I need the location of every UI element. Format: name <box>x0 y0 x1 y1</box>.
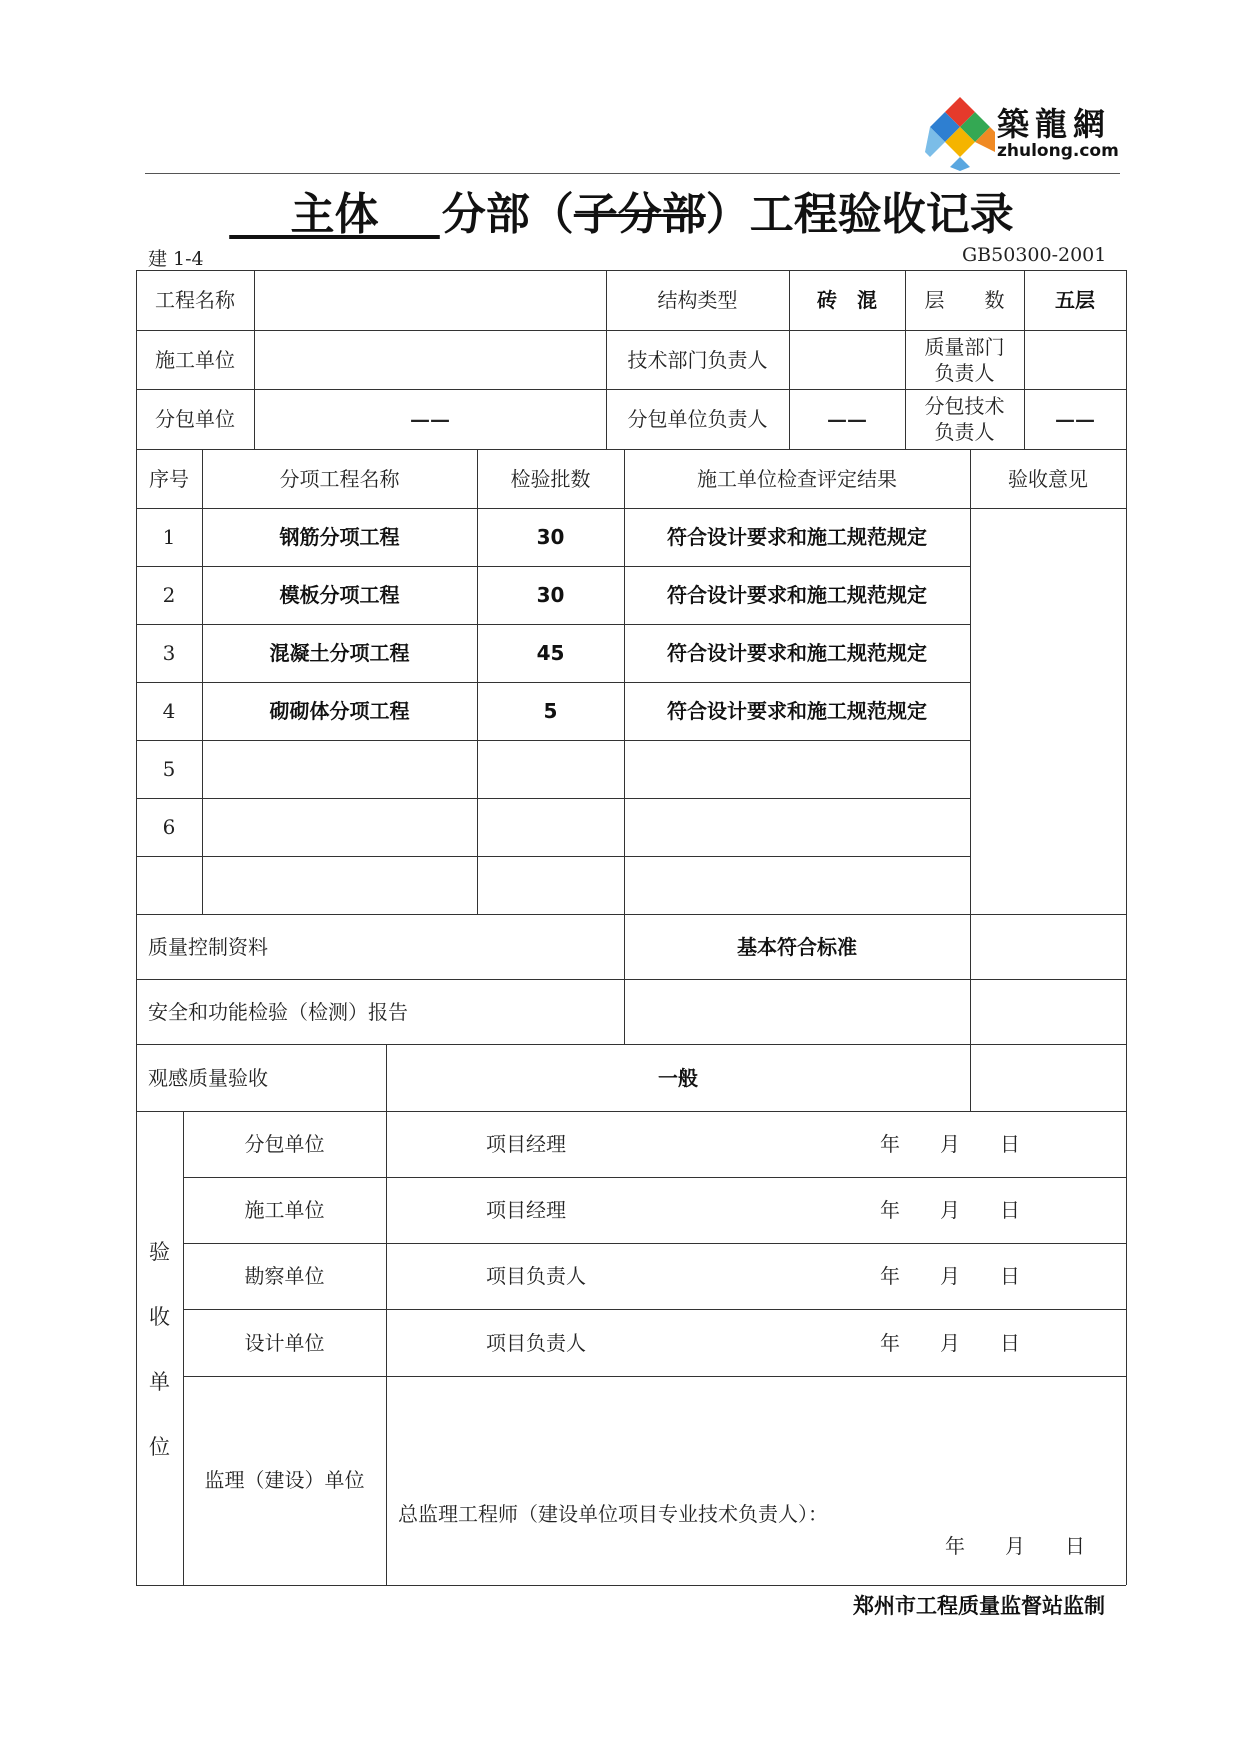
item-batches: 30 <box>536 525 565 549</box>
structure-type-value: 砖 混 <box>817 288 877 312</box>
acceptance-role: 项目负责人 <box>486 1330 586 1355</box>
item-result: 符合设计要求和施工规范规定 <box>667 641 927 665</box>
item-result <box>624 798 970 856</box>
title-part1: 分部（ <box>441 189 574 240</box>
acceptance-unit: 施工单位 <box>244 1198 325 1222</box>
supervisor-unit: 监理（建设）单位 <box>204 1468 365 1492</box>
quality-dept-label: 质量部门负责人 <box>924 334 1005 385</box>
form-code: 建 1-4 <box>148 248 204 270</box>
project-name-label: 工程名称 <box>155 288 235 312</box>
tech-dept-label: 技术部门负责人 <box>627 347 768 372</box>
sub-tech-value: —— <box>1055 407 1095 431</box>
standard-code: GB50300-2001 <box>962 244 1107 266</box>
col-opinion: 验收意见 <box>1008 466 1088 491</box>
appearance-label: 观感质量验收 <box>148 1065 268 1090</box>
item-name <box>202 856 477 914</box>
quality-docs-label: 质量控制资料 <box>148 934 268 959</box>
item-name: 混凝土分项工程 <box>269 641 410 665</box>
supervisor-date: 年 月 日 <box>945 1534 1085 1558</box>
item-no: 3 <box>162 641 176 665</box>
floors-value: 五层 <box>1055 288 1095 312</box>
logo-en: zhulong.com <box>997 141 1119 161</box>
acceptance-unit: 分包单位 <box>244 1132 325 1156</box>
safety-report-label: 安全和功能检验（检测）报告 <box>148 999 408 1024</box>
col-batches: 检验批数 <box>510 466 591 491</box>
item-result <box>624 856 970 914</box>
item-name: 模板分项工程 <box>279 583 400 607</box>
col-no: 序号 <box>149 466 189 491</box>
item-name <box>202 798 477 856</box>
project-name-value <box>254 270 606 330</box>
item-no: 6 <box>162 815 176 839</box>
logo-diamond-icon <box>925 95 995 171</box>
acceptance-side-label: 验 收 单 位 <box>149 1240 170 1459</box>
contractor-label: 施工单位 <box>155 347 235 372</box>
sub-head-value: —— <box>827 407 867 431</box>
item-no <box>136 856 202 914</box>
page-title <box>0 178 1241 242</box>
header-rule <box>145 173 1120 174</box>
item-result: 符合设计要求和施工规范规定 <box>667 699 927 723</box>
item-batches: 5 <box>543 699 558 723</box>
col-result: 施工单位检查评定结果 <box>697 466 897 491</box>
item-result: 符合设计要求和施工规范规定 <box>667 525 927 549</box>
col-name: 分项工程名称 <box>279 466 400 491</box>
subcontractor-value: —— <box>410 407 450 431</box>
appearance-value: 一般 <box>658 1065 698 1090</box>
item-name: 钢筋分项工程 <box>279 525 400 549</box>
acceptance-role: 项目负责人 <box>486 1264 586 1288</box>
acceptance-unit: 设计单位 <box>244 1330 325 1355</box>
title-part2: ）工程验收记录 <box>705 189 1014 240</box>
title-prefix: 主体 <box>290 189 379 240</box>
acceptance-date: 年 月 日 <box>880 1264 1020 1288</box>
acceptance-role: 项目经理 <box>486 1132 566 1156</box>
item-batches <box>477 740 624 798</box>
floors-label: 层 数 <box>924 288 1005 312</box>
item-result: 符合设计要求和施工规范规定 <box>667 583 927 607</box>
item-batches <box>477 798 624 856</box>
item-name <box>202 740 477 798</box>
acceptance-date: 年 月 日 <box>880 1330 1020 1355</box>
acceptance-unit: 勘察单位 <box>244 1264 325 1288</box>
item-batches <box>477 856 624 914</box>
item-no: 5 <box>162 757 176 781</box>
structure-type-label: 结构类型 <box>657 288 738 312</box>
item-no: 2 <box>162 583 176 607</box>
item-batches: 30 <box>536 583 565 607</box>
logo-cn: 築龍網 <box>997 105 1112 143</box>
item-name: 砌砌体分项工程 <box>269 699 410 723</box>
item-no: 4 <box>162 699 176 723</box>
footer-issuer: 郑州市工程质量监督站监制 <box>853 1594 1105 1618</box>
sub-head-label: 分包单位负责人 <box>627 407 768 431</box>
acceptance-date: 年 月 日 <box>880 1132 1020 1156</box>
supervisor-role: 总监理工程师（建设单位项目专业技术负责人）： <box>398 1502 828 1526</box>
title-struck: 子分部 <box>573 189 706 240</box>
acceptance-role: 项目经理 <box>486 1198 566 1222</box>
zhulong-logo <box>925 95 1125 175</box>
quality-docs-value: 基本符合标准 <box>737 934 857 959</box>
item-no: 1 <box>162 525 176 549</box>
item-result <box>624 740 970 798</box>
acceptance-date: 年 月 日 <box>880 1198 1020 1222</box>
safety-report-value <box>624 979 970 1044</box>
item-batches: 45 <box>536 641 565 665</box>
sub-tech-label: 分包技术负责人 <box>924 394 1005 444</box>
subcontractor-label: 分包单位 <box>155 407 235 431</box>
